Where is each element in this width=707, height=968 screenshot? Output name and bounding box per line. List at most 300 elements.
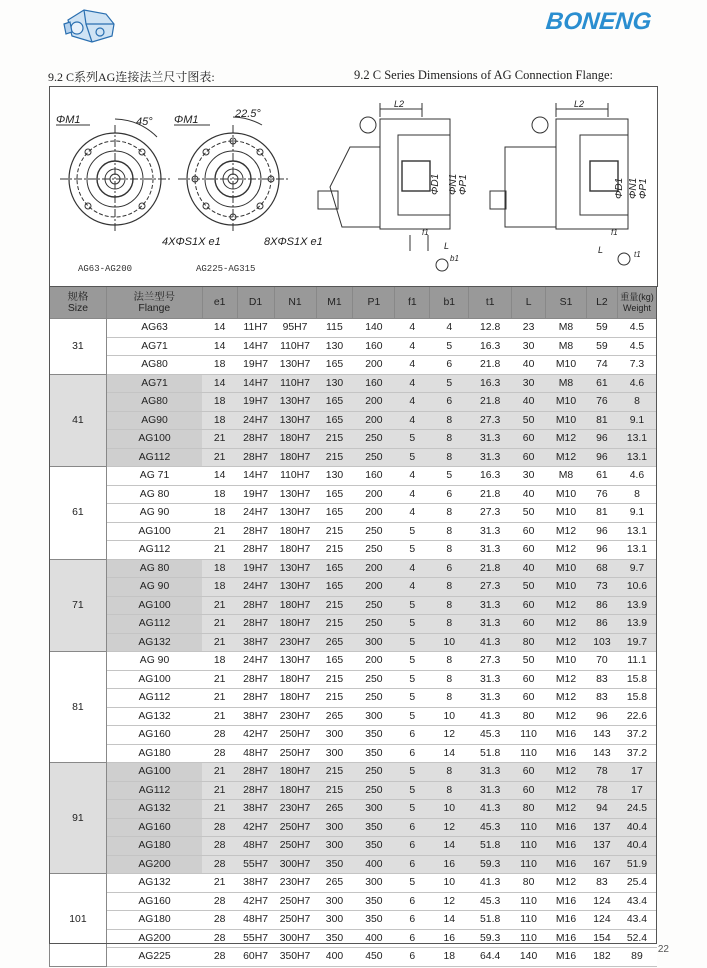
value-cell: 28H7	[237, 615, 274, 634]
value-cell: 28H7	[237, 596, 274, 615]
caption-chinese: 9.2 C系列AG连接法兰尺寸图表:	[48, 70, 215, 84]
value-cell: 8	[617, 393, 656, 412]
value-cell: M12	[546, 800, 587, 819]
flange-cell: AG180	[106, 744, 202, 763]
value-cell: 215	[316, 670, 353, 689]
value-cell: 6	[430, 393, 469, 412]
value-cell: 48H7	[237, 744, 274, 763]
value-cell: 28	[202, 837, 237, 856]
table-row	[50, 393, 657, 412]
value-cell: 350H7	[274, 948, 316, 967]
value-cell: 19H7	[237, 356, 274, 375]
value-cell: 24H7	[237, 504, 274, 523]
value-cell: M10	[546, 411, 587, 430]
table-header-row	[50, 287, 657, 319]
value-cell: 110	[512, 818, 546, 837]
value-cell: 21	[202, 615, 237, 634]
value-cell: 38H7	[237, 707, 274, 726]
value-cell: 21	[202, 707, 237, 726]
value-cell: 50	[512, 504, 546, 523]
value-cell: M10	[546, 578, 587, 597]
value-cell: 200	[353, 578, 395, 597]
value-cell: 250H7	[274, 911, 316, 930]
value-cell: 200	[353, 393, 395, 412]
value-cell: 80	[512, 800, 546, 819]
flange-cell: AG200	[106, 855, 202, 874]
value-cell: 81	[586, 411, 617, 430]
value-cell: 59	[586, 319, 617, 338]
table-row	[50, 337, 657, 356]
size-cell: 101	[50, 874, 107, 967]
value-cell: 23	[512, 319, 546, 338]
value-cell: 13.1	[617, 448, 656, 467]
value-cell: 4	[395, 504, 430, 523]
table-row	[50, 855, 657, 874]
value-cell: M16	[546, 837, 587, 856]
value-cell: M12	[546, 689, 587, 708]
value-cell: M8	[546, 374, 587, 393]
value-cell: 21.8	[469, 559, 512, 578]
flange-cell: AG 90	[106, 504, 202, 523]
value-cell: 60	[512, 430, 546, 449]
flange-cell: AG112	[106, 615, 202, 634]
value-cell: 83	[586, 874, 617, 893]
value-cell: 115	[316, 319, 353, 338]
value-cell: 9.1	[617, 411, 656, 430]
value-cell: 180H7	[274, 430, 316, 449]
value-cell: 28	[202, 892, 237, 911]
value-cell: 110H7	[274, 374, 316, 393]
value-cell: 200	[353, 356, 395, 375]
value-cell: 21	[202, 448, 237, 467]
value-cell: M12	[546, 522, 587, 541]
b1-left-label: b1	[450, 254, 459, 263]
value-cell: 5	[395, 430, 430, 449]
value-cell: 110	[512, 855, 546, 874]
value-cell: 19.7	[617, 633, 656, 652]
value-cell: 350	[353, 818, 395, 837]
value-cell: 130H7	[274, 578, 316, 597]
flange-cell: AG112	[106, 781, 202, 800]
header-l2: L2	[586, 287, 617, 319]
p1-right-label: ΦP1	[638, 178, 649, 199]
value-cell: 200	[353, 411, 395, 430]
value-cell: M16	[546, 818, 587, 837]
value-cell: M12	[546, 430, 587, 449]
value-cell: 265	[316, 800, 353, 819]
value-cell: 110	[512, 929, 546, 948]
value-cell: 165	[316, 559, 353, 578]
value-cell: 16	[430, 855, 469, 874]
table-row	[50, 763, 657, 782]
value-cell: 27.3	[469, 411, 512, 430]
value-cell: 27.3	[469, 578, 512, 597]
value-cell: M16	[546, 948, 587, 967]
flange-cell: AG100	[106, 670, 202, 689]
value-cell: 28	[202, 818, 237, 837]
value-cell: 76	[586, 485, 617, 504]
value-cell: 110	[512, 892, 546, 911]
flange-cell: AG100	[106, 763, 202, 782]
value-cell: 250H7	[274, 892, 316, 911]
value-cell: 215	[316, 689, 353, 708]
value-cell: 350	[353, 837, 395, 856]
value-cell: 13.9	[617, 596, 656, 615]
header-m1: M1	[316, 287, 353, 319]
value-cell: 40.4	[617, 818, 656, 837]
value-cell: 4.6	[617, 467, 656, 486]
value-cell: 180H7	[274, 689, 316, 708]
value-cell: 28	[202, 929, 237, 948]
value-cell: 215	[316, 430, 353, 449]
header-b1: b1	[430, 287, 469, 319]
value-cell: 14	[430, 837, 469, 856]
value-cell: 18	[202, 578, 237, 597]
table-row	[50, 818, 657, 837]
value-cell: 28	[202, 911, 237, 930]
value-cell: 21	[202, 596, 237, 615]
n1-right-label: ΦN1	[628, 177, 639, 199]
value-cell: 59.3	[469, 929, 512, 948]
value-cell: 14H7	[237, 374, 274, 393]
flange-cell: AG71	[106, 337, 202, 356]
value-cell: 28	[202, 948, 237, 967]
t1-right-label: t1	[634, 250, 641, 259]
value-cell: 21	[202, 689, 237, 708]
value-cell: 86	[586, 615, 617, 634]
value-cell: 13.9	[617, 615, 656, 634]
value-cell: 180H7	[274, 670, 316, 689]
l-right-label: L	[598, 245, 604, 255]
value-cell: M10	[546, 504, 587, 523]
value-cell: 160	[353, 374, 395, 393]
value-cell: 450	[353, 948, 395, 967]
flange-cell: AG80	[106, 393, 202, 412]
table-body	[50, 319, 657, 967]
table-row	[50, 911, 657, 930]
table-row	[50, 948, 657, 967]
value-cell: 40	[512, 393, 546, 412]
value-cell: 41.3	[469, 800, 512, 819]
value-cell: 4	[395, 467, 430, 486]
header-d1: D1	[237, 287, 274, 319]
value-cell: 31.3	[469, 670, 512, 689]
value-cell: 350	[353, 911, 395, 930]
value-cell: 55H7	[237, 855, 274, 874]
header-size: 规格 Size	[50, 287, 107, 319]
table-row	[50, 837, 657, 856]
value-cell: 96	[586, 707, 617, 726]
flange-cell: AG200	[106, 929, 202, 948]
header-s1: S1	[546, 287, 587, 319]
value-cell: 110	[512, 744, 546, 763]
gearbox-logo-icon	[62, 2, 120, 46]
value-cell: M8	[546, 467, 587, 486]
value-cell: 21	[202, 800, 237, 819]
header-p1: P1	[353, 287, 395, 319]
size-cell: 61	[50, 467, 107, 560]
value-cell: 16.3	[469, 467, 512, 486]
value-cell: 51.8	[469, 837, 512, 856]
value-cell: 130H7	[274, 393, 316, 412]
value-cell: 60	[512, 689, 546, 708]
table-row	[50, 707, 657, 726]
value-cell: 55H7	[237, 929, 274, 948]
l-left-label: L	[444, 241, 450, 251]
value-cell: 10.6	[617, 578, 656, 597]
value-cell: 15.8	[617, 670, 656, 689]
value-cell: 130	[316, 467, 353, 486]
header-f1: f1	[395, 287, 430, 319]
value-cell: 250	[353, 781, 395, 800]
value-cell: 17	[617, 763, 656, 782]
table-row	[50, 800, 657, 819]
value-cell: 18	[202, 559, 237, 578]
value-cell: 180H7	[274, 781, 316, 800]
value-cell: 42H7	[237, 726, 274, 745]
value-cell: 103	[586, 633, 617, 652]
value-cell: 10	[430, 707, 469, 726]
flange-cell: AG 71	[106, 467, 202, 486]
flange-cell: AG90	[106, 411, 202, 430]
value-cell: 124	[586, 911, 617, 930]
value-cell: 37.2	[617, 726, 656, 745]
value-cell: 48H7	[237, 837, 274, 856]
value-cell: 180H7	[274, 596, 316, 615]
value-cell: 51.8	[469, 744, 512, 763]
value-cell: 8	[430, 670, 469, 689]
value-cell: M10	[546, 652, 587, 671]
flange-cell: AG132	[106, 874, 202, 893]
holes-right-label: 8XΦS1X e1	[264, 236, 323, 248]
value-cell: 25.4	[617, 874, 656, 893]
value-cell: 96	[586, 448, 617, 467]
value-cell: 5	[395, 670, 430, 689]
value-cell: 40	[512, 559, 546, 578]
value-cell: 124	[586, 892, 617, 911]
value-cell: 300	[316, 911, 353, 930]
flange-cell: AG112	[106, 541, 202, 560]
value-cell: 250	[353, 763, 395, 782]
n1-left-label: ΦN1	[448, 173, 459, 195]
value-cell: 215	[316, 763, 353, 782]
value-cell: 8	[430, 504, 469, 523]
value-cell: 60	[512, 615, 546, 634]
value-cell: 230H7	[274, 707, 316, 726]
value-cell: 130	[316, 337, 353, 356]
value-cell: 6	[430, 485, 469, 504]
value-cell: 31.3	[469, 448, 512, 467]
value-cell: 19H7	[237, 485, 274, 504]
value-cell: 4.6	[617, 374, 656, 393]
value-cell: 8	[430, 781, 469, 800]
header-n1: N1	[274, 287, 316, 319]
value-cell: 350	[353, 726, 395, 745]
flange-cell: AG100	[106, 596, 202, 615]
value-cell: 250	[353, 615, 395, 634]
value-cell: 80	[512, 633, 546, 652]
value-cell: M16	[546, 726, 587, 745]
value-cell: 167	[586, 855, 617, 874]
value-cell: 73	[586, 578, 617, 597]
value-cell: 300	[316, 726, 353, 745]
value-cell: 4	[430, 319, 469, 338]
flange-cell: AG225	[106, 948, 202, 967]
value-cell: 5	[395, 633, 430, 652]
value-cell: 130H7	[274, 485, 316, 504]
value-cell: 6	[395, 911, 430, 930]
value-cell: 21	[202, 670, 237, 689]
value-cell: 24.5	[617, 800, 656, 819]
flange-cell: AG71	[106, 374, 202, 393]
value-cell: 28H7	[237, 522, 274, 541]
value-cell: 250	[353, 448, 395, 467]
value-cell: 200	[353, 485, 395, 504]
value-cell: 21.8	[469, 356, 512, 375]
value-cell: 250	[353, 689, 395, 708]
value-cell: 12	[430, 818, 469, 837]
value-cell: 6	[395, 948, 430, 967]
value-cell: M12	[546, 781, 587, 800]
dimension-drawing	[49, 86, 658, 287]
value-cell: 215	[316, 522, 353, 541]
value-cell: 130H7	[274, 411, 316, 430]
value-cell: 350	[353, 744, 395, 763]
value-cell: 41.3	[469, 633, 512, 652]
value-cell: 230H7	[274, 633, 316, 652]
value-cell: 6	[395, 726, 430, 745]
value-cell: 45.3	[469, 892, 512, 911]
flange-cell: AG160	[106, 726, 202, 745]
value-cell: 14	[202, 337, 237, 356]
value-cell: 28H7	[237, 689, 274, 708]
value-cell: 21	[202, 763, 237, 782]
value-cell: 9.1	[617, 504, 656, 523]
value-cell: 28H7	[237, 430, 274, 449]
table-row	[50, 319, 657, 338]
value-cell: 5	[430, 467, 469, 486]
value-cell: 160	[353, 467, 395, 486]
value-cell: 215	[316, 541, 353, 560]
value-cell: 400	[316, 948, 353, 967]
value-cell: 6	[395, 837, 430, 856]
value-cell: 18	[202, 411, 237, 430]
value-cell: 200	[353, 504, 395, 523]
header-l: L	[512, 287, 546, 319]
value-cell: M16	[546, 929, 587, 948]
value-cell: 61	[586, 374, 617, 393]
value-cell: 180H7	[274, 448, 316, 467]
value-cell: 60	[512, 596, 546, 615]
value-cell: 14	[430, 911, 469, 930]
value-cell: 15.8	[617, 689, 656, 708]
value-cell: 14H7	[237, 467, 274, 486]
value-cell: 215	[316, 615, 353, 634]
value-cell: 40	[512, 485, 546, 504]
table-row	[50, 430, 657, 449]
value-cell: 300	[316, 818, 353, 837]
flange-cell: AG180	[106, 911, 202, 930]
value-cell: 250	[353, 596, 395, 615]
value-cell: 60	[512, 670, 546, 689]
value-cell: 265	[316, 707, 353, 726]
value-cell: 12.8	[469, 319, 512, 338]
value-cell: 110	[512, 837, 546, 856]
value-cell: 8	[430, 411, 469, 430]
flange-4-hole-drawing	[56, 119, 170, 233]
value-cell: 8	[430, 596, 469, 615]
value-cell: M12	[546, 763, 587, 782]
value-cell: 110H7	[274, 467, 316, 486]
value-cell: 60	[512, 541, 546, 560]
value-cell: 18	[202, 504, 237, 523]
value-cell: 4	[395, 485, 430, 504]
value-cell: 5	[395, 781, 430, 800]
value-cell: 165	[316, 504, 353, 523]
value-cell: 11H7	[237, 319, 274, 338]
value-cell: 37.2	[617, 744, 656, 763]
brand-name: BONENG	[544, 8, 653, 35]
value-cell: 16	[430, 929, 469, 948]
value-cell: 5	[395, 800, 430, 819]
value-cell: 40.4	[617, 837, 656, 856]
value-cell: 4	[395, 374, 430, 393]
value-cell: 13.1	[617, 430, 656, 449]
value-cell: 14	[430, 744, 469, 763]
table-row	[50, 596, 657, 615]
value-cell: M12	[546, 670, 587, 689]
table-row	[50, 670, 657, 689]
value-cell: 14	[202, 319, 237, 338]
value-cell: 28	[202, 726, 237, 745]
value-cell: 250H7	[274, 837, 316, 856]
p1-left-label: ΦP1	[458, 174, 469, 195]
header-t1: t1	[469, 287, 512, 319]
value-cell: 8	[430, 541, 469, 560]
value-cell: 31.3	[469, 430, 512, 449]
value-cell: 14	[202, 467, 237, 486]
value-cell: M16	[546, 911, 587, 930]
range-left-label: AG63-AG200	[78, 264, 133, 274]
value-cell: 143	[586, 744, 617, 763]
value-cell: 5	[395, 689, 430, 708]
value-cell: 137	[586, 818, 617, 837]
value-cell: 48H7	[237, 911, 274, 930]
value-cell: 6	[430, 356, 469, 375]
value-cell: 400	[353, 855, 395, 874]
value-cell: 70	[586, 652, 617, 671]
value-cell: 45.3	[469, 818, 512, 837]
value-cell: 18	[202, 393, 237, 412]
value-cell: 74	[586, 356, 617, 375]
table-row	[50, 689, 657, 708]
value-cell: M16	[546, 855, 587, 874]
table-row	[50, 559, 657, 578]
value-cell: 21	[202, 430, 237, 449]
value-cell: 110H7	[274, 337, 316, 356]
holes-left-label: 4XΦS1X e1	[162, 236, 221, 248]
m1-left-label: ΦM1	[56, 114, 81, 126]
value-cell: 12	[430, 892, 469, 911]
value-cell: 51.8	[469, 911, 512, 930]
value-cell: 4	[395, 578, 430, 597]
value-cell: 41.3	[469, 707, 512, 726]
value-cell: 10	[430, 874, 469, 893]
flange-cell: AG112	[106, 689, 202, 708]
value-cell: 140	[353, 319, 395, 338]
value-cell: 110	[512, 726, 546, 745]
value-cell: 52.4	[617, 929, 656, 948]
